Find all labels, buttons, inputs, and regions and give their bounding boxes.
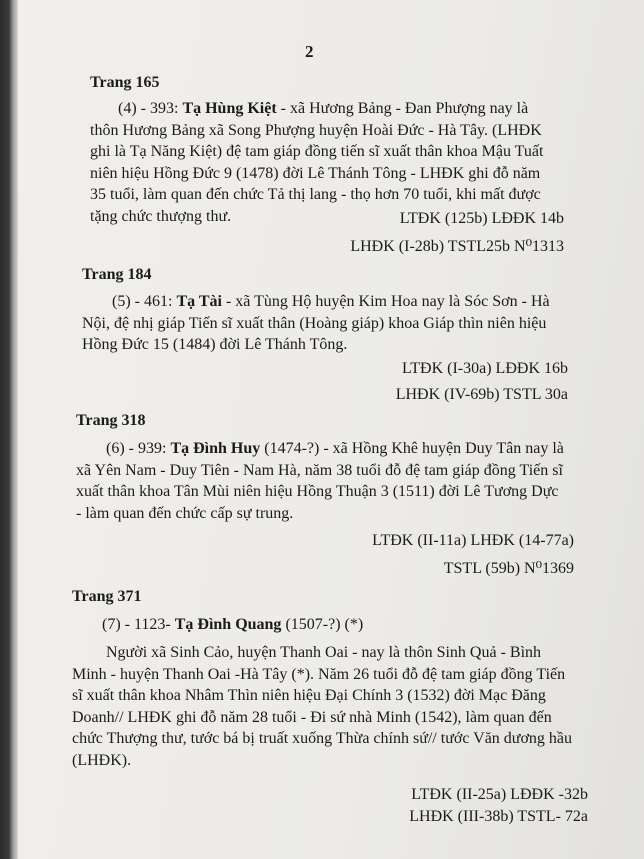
section-title-trang-165: Trang 165 bbox=[90, 74, 160, 91]
document-page bbox=[18, 0, 644, 859]
entry-paragraph-4 bbox=[90, 98, 548, 227]
person-name: Tạ Đình Quang bbox=[174, 616, 282, 633]
page-number: 2 bbox=[305, 42, 314, 61]
entry-paragraph-6 bbox=[76, 438, 566, 524]
entry-prefix: (5) - 461: bbox=[112, 293, 177, 310]
reference-line: LHĐK (IV-69b) TSTL 30a bbox=[395, 386, 568, 403]
section-title-trang-184: Trang 184 bbox=[82, 266, 152, 283]
person-name: Tạ Đình Huy bbox=[170, 440, 261, 457]
entry-text: - xã Tùng Hộ huyện Kim Hoa nay là Sóc Sơn - Hà Nội, đệ nhị giáp Tiến sĩ xuất thân (Hoàng giáp) khoa Giáp thìn niên hiệu Hồng Đức 15 (1484) đời Lê Thánh Tông. bbox=[82, 293, 550, 353]
entry-prefix: (7) - 1123- bbox=[102, 616, 175, 633]
entry-paragraph-7: Người xã Sinh Cảo, huyện Thanh Oai - nay là thôn Sinh Quả - Bình Minh - huyện Thanh Oai -Hà Tây (*). Năm 26 tuổi đỗ đệ tam giáp đồng Tiến sĩ xuất thân khoa Nhâm Thìn niên hiệu Đại Chính 3 (1532) đời Mạc Đăng Doanh// LHĐK ghi đỗ năm 28 tuổi - Đi sứ nhà Minh (1542), làm quan đến chức Thượng thư, tước bá bị truất xuống Thừa chính sứ// tước Văn dương hầu (LHĐK). bbox=[72, 644, 573, 769]
reference-line: LTĐK (II-25a) LĐĐK -32b bbox=[411, 786, 588, 803]
reference-line: LTĐK (I-30a) LĐĐK 16b bbox=[401, 360, 568, 377]
book-binding bbox=[0, 0, 18, 859]
reference-line: LTĐK (II-11a) LHĐK (14-77a) bbox=[372, 532, 574, 549]
entry-heading-7 bbox=[102, 614, 562, 636]
section-title-trang-318: Trang 318 bbox=[76, 412, 146, 429]
person-name: Tạ Hùng Kiệt bbox=[182, 100, 277, 117]
reference-line: LHĐK (III-38b) TSTL- 72a bbox=[409, 808, 588, 825]
entry-suffix: (1507-?) (*) bbox=[281, 616, 364, 633]
entry-prefix: (6) - 939: bbox=[106, 440, 171, 457]
entry-paragraph-5 bbox=[82, 291, 552, 356]
reference-line: LHĐK (I-28b) TSTL25b N⁰1313 bbox=[350, 238, 564, 255]
person-name: Tạ Tài bbox=[176, 293, 222, 310]
reference-line: TSTL (59b) N⁰1369 bbox=[443, 560, 574, 577]
entry-prefix: (4) - 393: bbox=[118, 100, 183, 117]
entry-text: - xã Hương Bảng - Đan Phượng nay là thôn Hương Bảng xã Song Phượng huyện Hoài Đức - Hà Tây. (LHĐK ghi là Tạ Năng Kiệt) đệ tam giáp đồng tiến sĩ xuất thân khoa Mậu Tuất niên hiệu Hồng Đức 9 (1478) đời Lê Thánh Tông - LHĐK ghi đỗ năm 35 tuổi, làm quan đến chức Tả thị lang - thọ hơn 70 tuổi, khi mất được tặng chức thượng thư. bbox=[90, 100, 544, 225]
entry-text: (1474-?) - xã Hồng Khê huyện Duy Tân nay là xã Yên Nam - Duy Tiên - Nam Hà, năm 38 tuổi đỗ đệ tam giáp đồng Tiến sĩ xuất thân khoa Tân Mùi niên hiệu Hồng Thuận 3 (1511) đời Lê Tương Dực - làm quan đến chức cấp sự trung. bbox=[76, 440, 564, 522]
section-title-trang-371: Trang 371 bbox=[72, 588, 142, 605]
reference-line: LTĐK (125b) LĐĐK 14b bbox=[399, 210, 564, 227]
